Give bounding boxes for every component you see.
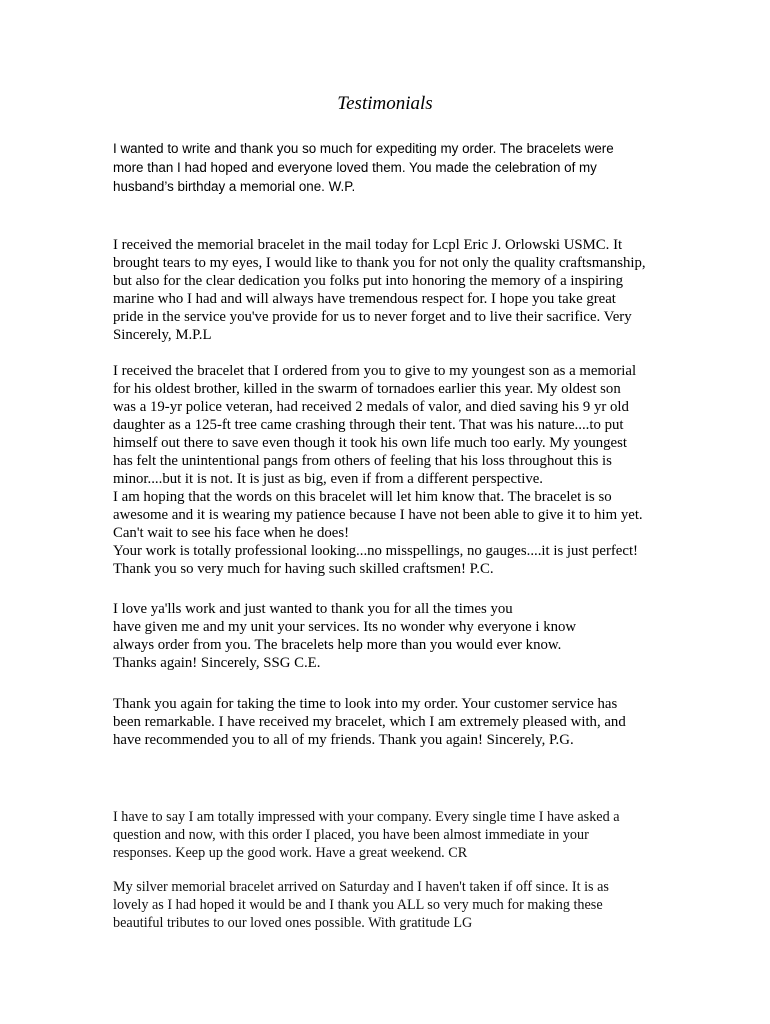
- text-line: was a 19-yr police veteran, had received 2 medals of valor, and died saving his 9 yr old: [113, 399, 629, 415]
- text-line: responses. Keep up the good work. Have a great weekend. CR: [113, 845, 468, 861]
- text-line: Sincerely, M.P.L: [113, 327, 212, 343]
- text-line: My silver memorial bracelet arrived on Saturday and I haven't taken if off since. It is as: [113, 879, 609, 895]
- text-line: marine who I had and will always have tremendous respect for. I hope you take great: [113, 291, 616, 307]
- testimonial-pg: [113, 695, 673, 749]
- text-line: beautiful tributes to our loved ones possible. With gratitude LG: [113, 915, 473, 931]
- text-line: Can't wait to see his face when he does!: [113, 525, 350, 541]
- text-line: himself out there to save even though it took his own life much too early. My youngest: [113, 435, 627, 451]
- text-line: Your work is totally professional looking...no misspellings, no gauges....it is just perfect!: [113, 543, 638, 559]
- text-line: but also for the clear dedication you folks put into honoring the memory of a inspiring: [113, 273, 623, 289]
- text-line: have recommended you to all of my friends. Thank you again! Sincerely, P.G.: [113, 732, 574, 748]
- text-line: awesome and it is wearing my patience because I have not been able to give it to him yet.: [113, 507, 643, 523]
- text-line: I love ya'lls work and just wanted to thank you for all the times you: [113, 601, 513, 617]
- text-line: Thank you so very much for having such skilled craftsmen! P.C.: [113, 561, 494, 577]
- text-line: minor....but it is not. It is just as big, even if from a different perspective.: [113, 471, 543, 487]
- text-line: always order from you. The bracelets help more than you would ever know.: [113, 637, 562, 653]
- page-title: Testimonials: [337, 93, 433, 114]
- testimonial-ssg-ce: [113, 600, 673, 672]
- text-line: I am hoping that the words on this bracelet will let him know that. The bracelet is so: [113, 489, 612, 505]
- text-line: pride in the service you've provide for us to never forget and to live their sacrifice. Very: [113, 309, 632, 325]
- testimonial-lg: [113, 878, 673, 932]
- text-line: Thank you again for taking the time to look into my order. Your customer service has: [113, 696, 618, 712]
- text-line: more than I had hoped and everyone loved them. You made the celebration of my: [113, 160, 597, 175]
- text-line: have given me and my unit your services. Its no wonder why everyone i know: [113, 619, 577, 635]
- text-line: daughter as a 125-ft tree came crashing through their tent. That was his nature....to put: [113, 417, 624, 433]
- text-line: been remarkable. I have received my bracelet, which I am extremely pleased with, and: [113, 714, 626, 730]
- text-line: I wanted to write and thank you so much for expediting my order. The bracelets were: [113, 141, 614, 156]
- testimonial-pc: [113, 362, 673, 578]
- text-line: has felt the unintentional pangs from others of feeling that his loss throughout this is: [113, 453, 612, 469]
- text-line: question and now, with this order I placed, you have been almost immediate in your: [113, 827, 589, 843]
- text-line: husband’s birthday a memorial one. W.P.: [113, 179, 356, 194]
- text-line: I received the memorial bracelet in the mail today for Lcpl Eric J. Orlowski USMC. It: [113, 237, 623, 253]
- text-line: I have to say I am totally impressed with your company. Every single time I have asked a: [113, 809, 620, 825]
- text-line: for his oldest brother, killed in the swarm of tornadoes earlier this year. My oldest son: [113, 381, 621, 397]
- testimonial-mpl: [113, 236, 673, 344]
- testimonial-wp: [113, 139, 673, 196]
- text-line: brought tears to my eyes, I would like to thank you for not only the quality craftsmanship,: [113, 255, 646, 271]
- testimonial-cr: [113, 808, 673, 862]
- text-line: Thanks again! Sincerely, SSG C.E.: [113, 655, 321, 671]
- text-line: I received the bracelet that I ordered from you to give to my youngest son as a memorial: [113, 363, 637, 379]
- text-line: lovely as I had hoped it would be and I thank you ALL so very much for making these: [113, 897, 603, 913]
